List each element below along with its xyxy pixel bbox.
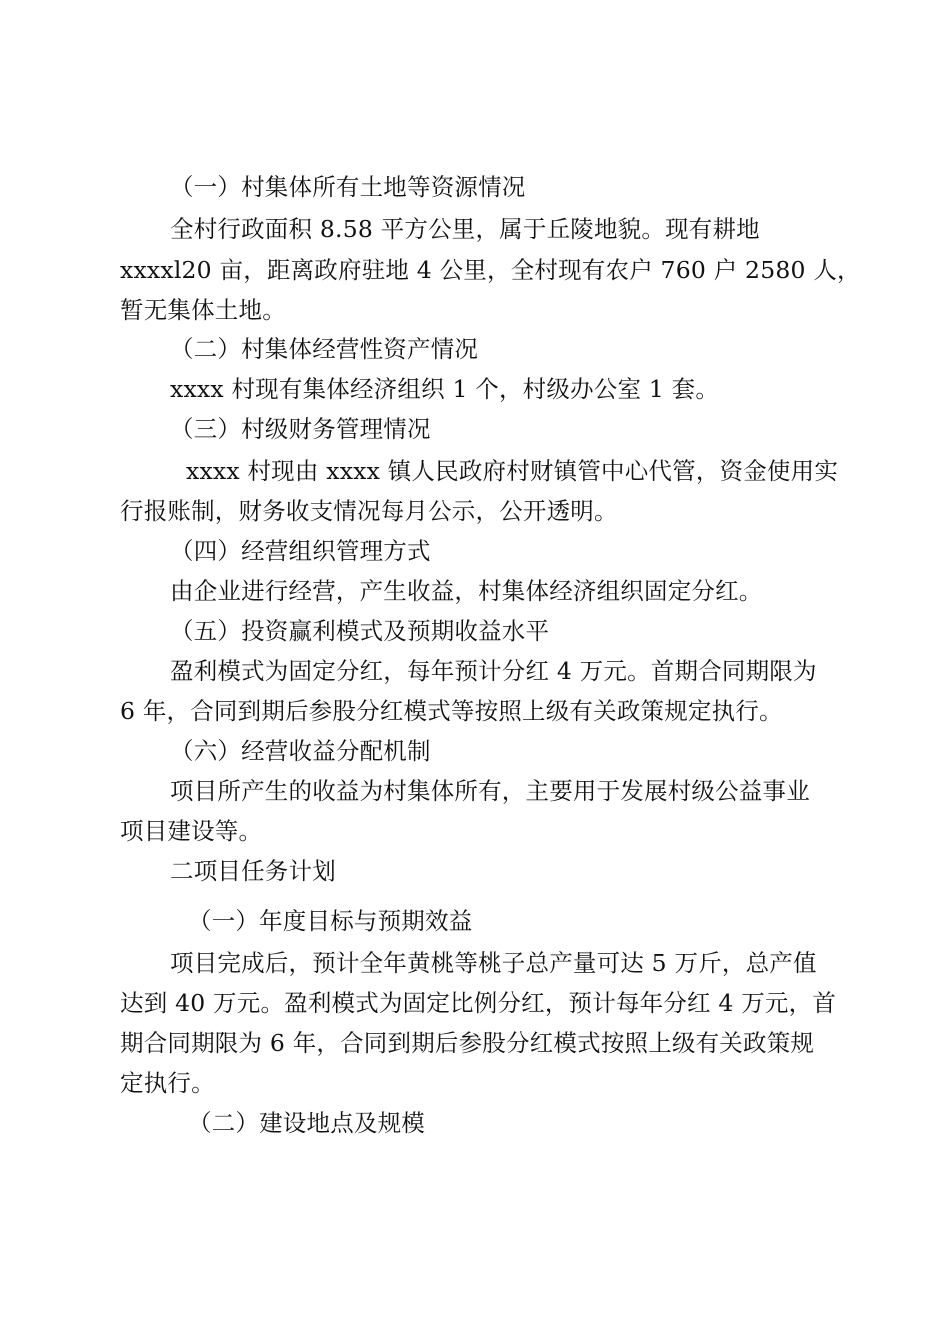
paragraph-line: xxxx 村现由 xxxx 镇人民政府村财镇管中心代管，资金使用实 [186,457,839,485]
section-heading-profit-model: （五）投资赢利模式及预期收益水平 [170,617,550,645]
section-heading-annual-goals: （一）年度目标与预期效益 [188,907,473,935]
paragraph-line: 由企业进行经营，产生收益，村集体经济组织固定分红。 [170,577,763,605]
section-heading-income-distribution: （六）经营收益分配机制 [170,737,431,765]
section-heading-operating-assets: （二）村集体经营性资产情况 [170,335,479,363]
paragraph-line: xxxxl20 亩，距离政府驻地 4 公里，全村现有农户 760 户 2580 人， [120,256,861,284]
paragraph-line: 盈利模式为固定分红，每年预计分红 4 万元。首期合同期限为 [170,657,817,685]
paragraph-line: 达到 40 万元。盈利模式为固定比例分红，预计每年分红 4 万元，首 [120,989,837,1017]
paragraph-line: xxxx 村现有集体经济组织 1 个，村级办公室 1 套。 [170,375,720,403]
section-heading-construction-site: （二）建设地点及规模 [188,1109,425,1137]
paragraph-line: 项目所产生的收益为村集体所有，主要用于发展村级公益事业 [170,777,810,805]
paragraph-line: 期合同期限为 6 年，合同到期后参股分红模式按照上级有关政策规 [120,1029,815,1057]
part-heading-task-plan: 二项目任务计划 [170,857,336,885]
paragraph-line: 项目完成后，预计全年黄桃等桃子总产量可达 5 万斤，总产值 [170,949,817,977]
paragraph-line: 项目建设等。 [120,817,263,845]
section-heading-land-resources: （一）村集体所有土地等资源情况 [170,173,526,201]
section-heading-finance-management: （三）村级财务管理情况 [170,415,431,443]
paragraph-line: 定执行。 [120,1069,215,1097]
paragraph-line: 6 年，合同到期后参股分红模式等按照上级有关政策规定执行。 [120,697,783,725]
paragraph-line: 全村行政面积 8.58 平方公里，属于丘陵地貌。现有耕地 [170,215,760,243]
section-heading-organization-management: （四）经营组织管理方式 [170,537,431,565]
paragraph-line: 行报账制，财务收支情况每月公示，公开透明。 [120,497,618,525]
paragraph-line: 暂无集体土地。 [120,296,286,324]
